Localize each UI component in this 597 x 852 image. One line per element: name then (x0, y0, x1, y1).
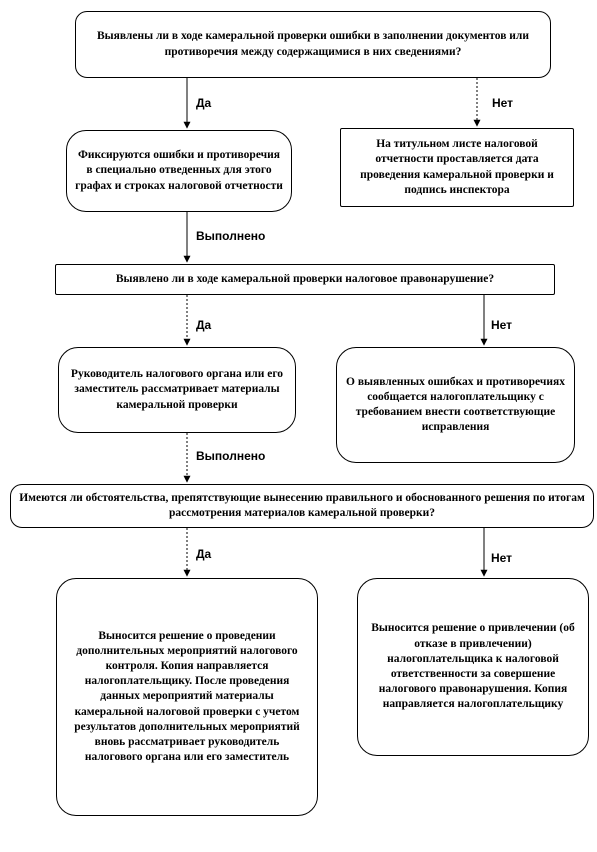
inform-taxpayer-node (336, 347, 575, 463)
liability-decision-text: Выносится решение о привлечении (об отказе в привлечении) налогоплательщика к налоговой ответственности за совершение налогового правонарушения. Копия направляется налогоплательщику (371, 622, 575, 711)
question-obstacles-node (10, 484, 594, 528)
fix-errors-node (66, 130, 292, 212)
question-violation-text: Выявлено ли в ходе камеральной проверки налоговое правонарушение? (115, 272, 495, 285)
label-no-2: Нет (491, 318, 513, 332)
label-done-1: Выполнено (196, 229, 266, 243)
question-errors-text: Выявлены ли в ходе камеральной проверки ошибки в заполнении документов или противоречия между содержащимися в них сведениями? (96, 30, 530, 58)
liability-decision-node (357, 578, 589, 756)
label-yes-3: Да (196, 547, 212, 561)
inform-taxpayer-text: О выявленных ошибках и противоречиях сообщается налогоплательщику с требованием внести соответствующие исправления (346, 375, 565, 434)
head-review-text: Руководитель налогового органа или его заместитель рассматривает материалы камеральной проверки (70, 368, 284, 411)
label-done-2: Выполнено (196, 449, 266, 463)
fix-errors-text: Фиксируются ошибки и противоречия в специально отведенных для этого графах и строках налоговой отчетности (75, 149, 283, 192)
label-yes-2: Да (196, 318, 212, 332)
title-sheet-text: На титульном листе налоговой отчетности проставляется дата проведения камеральной проверки и подпись инспектора (360, 138, 554, 196)
question-obstacles-text: Имеются ли обстоятельства, препятствующие вынесению правильного и обоснованного решения по итогам рассмотрения материалов камеральной проверки? (19, 491, 585, 519)
title-sheet-node (340, 128, 574, 207)
head-review-node (58, 347, 296, 433)
question-errors-node (75, 11, 551, 78)
question-violation-node (55, 264, 555, 295)
additional-measures-text: Выносится решение о проведении дополнительных мероприятий налогового контроля. Копия направляется налогоплательщику. После проведения данных мероприятий материалы камеральной налоговой проверки с учетом результатов дополнительных мероприятий вновь рассматривает руководитель налогового органа или его заместитель (74, 629, 300, 764)
additional-measures-node (56, 578, 318, 816)
label-yes-1: Да (196, 96, 212, 110)
label-no-1: Нет (492, 96, 514, 110)
label-no-3: Нет (491, 551, 513, 565)
